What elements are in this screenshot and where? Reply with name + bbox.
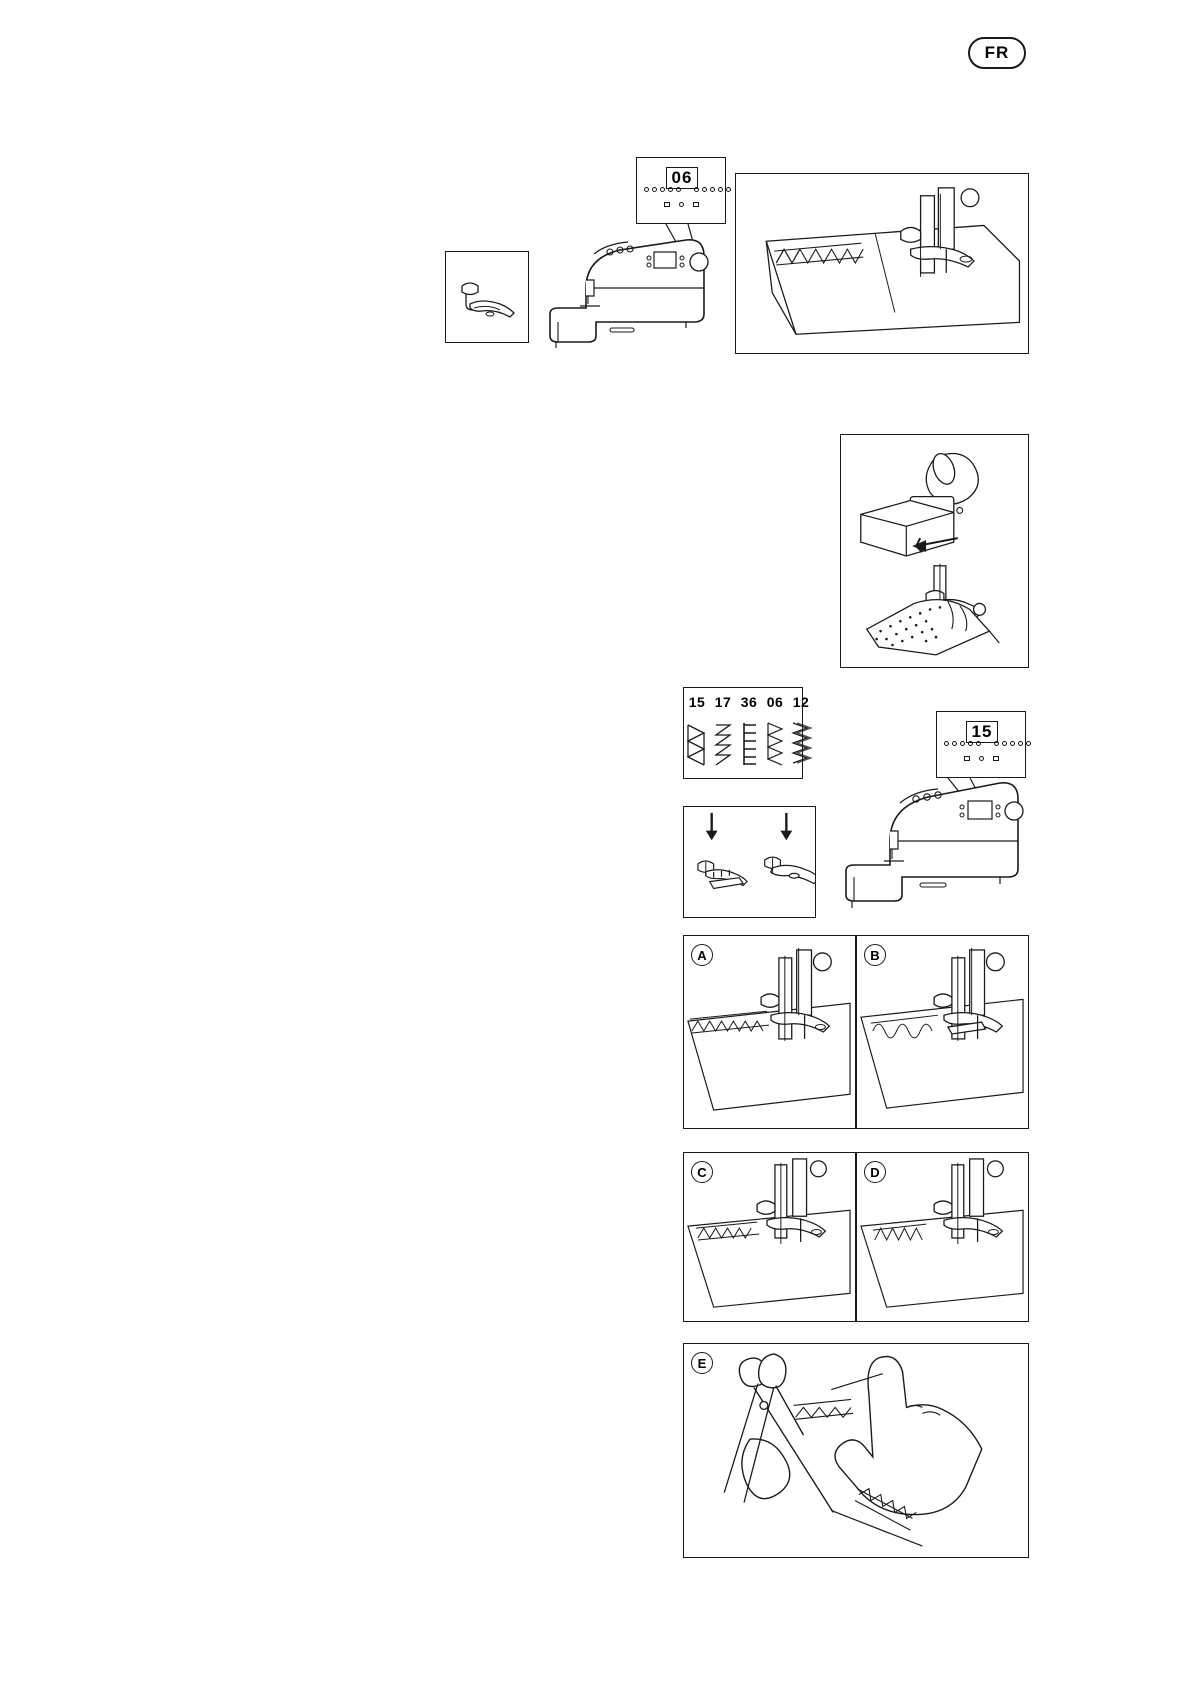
step-label-text: D (870, 1164, 880, 1180)
top-sewing-machine-illustration (536, 218, 716, 358)
step-a-illustration (684, 936, 855, 1128)
step-c-label (691, 1161, 713, 1183)
top-display-dots-right (694, 187, 731, 192)
step-d-label (864, 1161, 886, 1183)
button-round (679, 202, 684, 207)
top-display-stitch-number: 06 (666, 167, 698, 189)
overlock-stitch-on-fabric-illustration (736, 174, 1028, 353)
dot (710, 187, 715, 192)
stitch-number: 06 (766, 694, 784, 710)
dot (644, 187, 649, 192)
step-b-panel (856, 935, 1029, 1129)
top-display-buttons (664, 202, 699, 207)
dot (652, 187, 657, 192)
step-e-panel (683, 1343, 1029, 1558)
presser-foot-icon (446, 252, 528, 342)
stitch-cell-15 (684, 688, 710, 778)
stitch-cell-17 (710, 688, 736, 778)
step-label-text: C (697, 1164, 707, 1180)
stitch-number: 15 (688, 694, 706, 710)
step-a-label (691, 944, 713, 966)
step-label-text: E (697, 1355, 707, 1371)
bobbin-case-insert-illustration (841, 435, 1028, 667)
button-square (664, 202, 670, 207)
zigzag-double-icon (788, 710, 814, 778)
dot (702, 187, 707, 192)
bottom-display-stitch-number: 15 (966, 721, 998, 743)
dot (668, 187, 673, 192)
zigzag-triangle-icon (684, 710, 710, 778)
step-e-label (691, 1352, 713, 1374)
top-display-dots-left (644, 187, 681, 192)
overlock-dense-icon (762, 710, 788, 778)
dot (718, 187, 723, 192)
stitch-number: 17 (714, 694, 732, 710)
stitch-number: 12 (792, 694, 810, 710)
middle-bobbin-panel (840, 434, 1029, 668)
bottom-sewing-machine-illustration (828, 745, 1028, 925)
step-b-illustration (857, 936, 1028, 1128)
dot (660, 187, 665, 192)
button-square (693, 202, 699, 207)
overlock-comb-icon (736, 710, 762, 778)
step-b-label (864, 944, 886, 966)
dot (676, 187, 681, 192)
step-label-text: A (697, 947, 707, 963)
zigzag-step-icon (710, 710, 736, 778)
presser-foot-selection-box (683, 806, 816, 918)
top-presser-foot-box (445, 251, 529, 343)
stitch-cell-36 (736, 688, 762, 778)
step-label-text: B (870, 947, 880, 963)
stitch-cell-06 (762, 688, 788, 778)
dot (726, 187, 731, 192)
stitch-number: 36 (740, 694, 758, 710)
top-stitch-display-callout (636, 157, 726, 224)
step-a-panel (683, 935, 856, 1129)
dot (694, 187, 699, 192)
top-stitch-sample-panel (735, 173, 1029, 354)
stitch-pattern-chart (683, 687, 810, 779)
stitch-cell-12 (788, 688, 814, 778)
language-badge-fr (968, 37, 1026, 69)
step-e-illustration (684, 1344, 1028, 1557)
language-badge-label: FR (984, 43, 1010, 62)
foot-selection-illustration (684, 807, 815, 917)
